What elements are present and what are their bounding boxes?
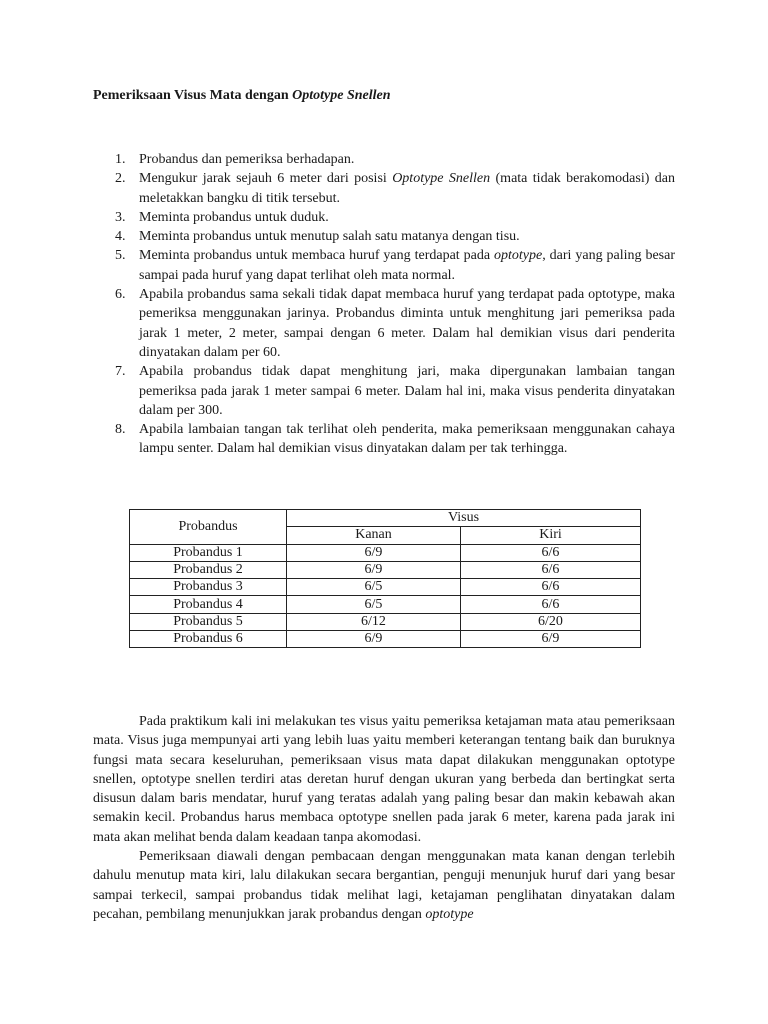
paragraph-text: Pemeriksaan diawali dengan pembacaan dengan menggunakan mata kanan dengan terlebih dahulu menutup mata kiri, lalu dilakukan secara bergantian, penguji menunjuk huruf dari yang besar sampai terkecil, sampai probandus tidak melihat lagi, ketajaman penglihatan dinyatakan dalam pecahan, pembilang menunjukkan jarak probandus dengan xyxy=(93,849,675,922)
list-item-text: Apabila probandus tidak dapat menghitung jari, maka dipergunakan lambaian tangan pemeriksa pada jarak 1 meter sampai 6 meter. Dalam hal ini, maka visus penderita dinyatakan dalam per 300. xyxy=(139,364,675,418)
table-row xyxy=(130,544,641,561)
list-item-text: (mata tidak berakomodasi) dan meletakkan bangku di titik tersebut. xyxy=(139,171,675,206)
list-item-number: 8. xyxy=(115,422,126,438)
list-item-text: Apabila lambaian tangan tak terlihat oleh penderita, maka pemeriksaan menggunakan cahaya lampu senter. Dalam hal demikian visus dinyatakan dalam per tak terhingga. xyxy=(139,422,675,457)
list-item-number: 4. xyxy=(115,229,126,245)
paragraph xyxy=(93,847,675,924)
list-item xyxy=(93,246,675,285)
cell-probandus: Probandus 4 xyxy=(130,596,287,613)
title-main: Pemeriksaan Visus Mata dengan xyxy=(93,88,293,103)
list-item-number: 6. xyxy=(115,287,126,303)
cell-kanan: 6/5 xyxy=(287,596,461,613)
list-item-italic-text: optotype xyxy=(493,248,543,264)
cell-kiri: 6/6 xyxy=(461,579,641,596)
list-item-italic-text: Optotype Snellen xyxy=(392,171,491,187)
list-item-number: 5. xyxy=(115,248,126,264)
table-header-row xyxy=(130,510,641,527)
paragraph-text: Pada praktikum kali ini melakukan tes visus yaitu pemeriksa ketajaman mata atau pemeriksaan mata. Visus juga mempunyai arti yang lebih luas yaitu memberi keterangan tentang baik dan buruknya fungsi mata secara keseluruhan, pemeriksaan visus mata dapat dilakukan menggunakan optotype snellen, optotype snellen terdiri atas deretan huruf dengan ukuran yang berbeda dan bertingkat serta disusun dalam baris mendatar, huruf yang teratas adalah yang paling besar dan makin kebawah akan semakin kecil. Probandus harus membaca optotype snellen pada jarak 6 meter, karena pada jarak ini mata akan melihat benda dalam keadaan tanpa akomodasi. xyxy=(93,714,675,845)
document-title xyxy=(93,88,391,104)
list-item xyxy=(93,362,675,420)
header-visus: Visus xyxy=(287,510,641,527)
cell-kanan: 6/12 xyxy=(287,613,461,630)
title-italic: Optotype Snellen xyxy=(292,88,391,103)
list-item xyxy=(93,285,675,362)
list-item-number: 2. xyxy=(115,171,126,187)
list-item-number: 3. xyxy=(115,209,126,225)
procedure-list xyxy=(93,150,675,459)
cell-kiri: 6/6 xyxy=(461,544,641,561)
cell-kiri: 6/6 xyxy=(461,596,641,613)
table-row xyxy=(130,596,641,613)
cell-probandus: Probandus 2 xyxy=(130,561,287,578)
list-item xyxy=(93,227,675,246)
table-row xyxy=(130,631,641,648)
list-item-text: Meminta probandus untuk duduk. xyxy=(139,209,329,225)
header-probandus: Probandus xyxy=(130,510,287,545)
header-kiri: Kiri xyxy=(461,527,641,544)
list-item-text: Probandus dan pemeriksa berhadapan. xyxy=(139,152,355,167)
list-item xyxy=(93,208,675,227)
table-body xyxy=(130,544,641,648)
cell-kiri: 6/20 xyxy=(461,613,641,630)
table-row xyxy=(130,579,641,596)
cell-probandus: Probandus 3 xyxy=(130,579,287,596)
cell-probandus: Probandus 1 xyxy=(130,544,287,561)
cell-kanan: 6/9 xyxy=(287,631,461,648)
cell-kanan: 6/9 xyxy=(287,561,461,578)
table-row xyxy=(130,613,641,630)
list-item xyxy=(93,150,675,169)
cell-kiri: 6/6 xyxy=(461,561,641,578)
paragraph xyxy=(93,712,675,847)
cell-probandus: Probandus 6 xyxy=(130,631,287,648)
paragraph-italic-text: optotype xyxy=(425,906,474,922)
list-item-text: Meminta probandus untuk menutup salah satu matanya dengan tisu. xyxy=(139,229,520,245)
body-text xyxy=(93,712,675,924)
list-item-text: , dari yang paling besar sampai pada huruf yang dapat terlihat oleh mata normal. xyxy=(139,248,675,283)
list-item-text: Apabila probandus sama sekali tidak dapat membaca huruf yang terdapat pada optotype, maka pemeriksa menggunakan jarinya. Probandus diminta untuk menghitung jari pemeriksa pada jarak 1 meter, 2 meter, sampai dengan 6 meter. Dalam hal demikian visus dari penderita dinyatakan dalam per 60. xyxy=(139,287,675,360)
list-item xyxy=(93,169,675,208)
visus-table xyxy=(129,509,641,648)
table-row xyxy=(130,561,641,578)
cell-kiri: 6/9 xyxy=(461,631,641,648)
cell-kanan: 6/5 xyxy=(287,579,461,596)
list-item-text: Meminta probandus untuk membaca huruf yang terdapat pada xyxy=(139,248,494,264)
cell-probandus: Probandus 5 xyxy=(130,613,287,630)
cell-kanan: 6/9 xyxy=(287,544,461,561)
header-kanan: Kanan xyxy=(287,527,461,544)
list-item-text: Mengukur jarak sejauh 6 meter dari posisi xyxy=(139,171,393,187)
list-item xyxy=(93,420,675,459)
list-item-number: 7. xyxy=(115,364,126,380)
list-item-number: 1. xyxy=(115,152,126,167)
